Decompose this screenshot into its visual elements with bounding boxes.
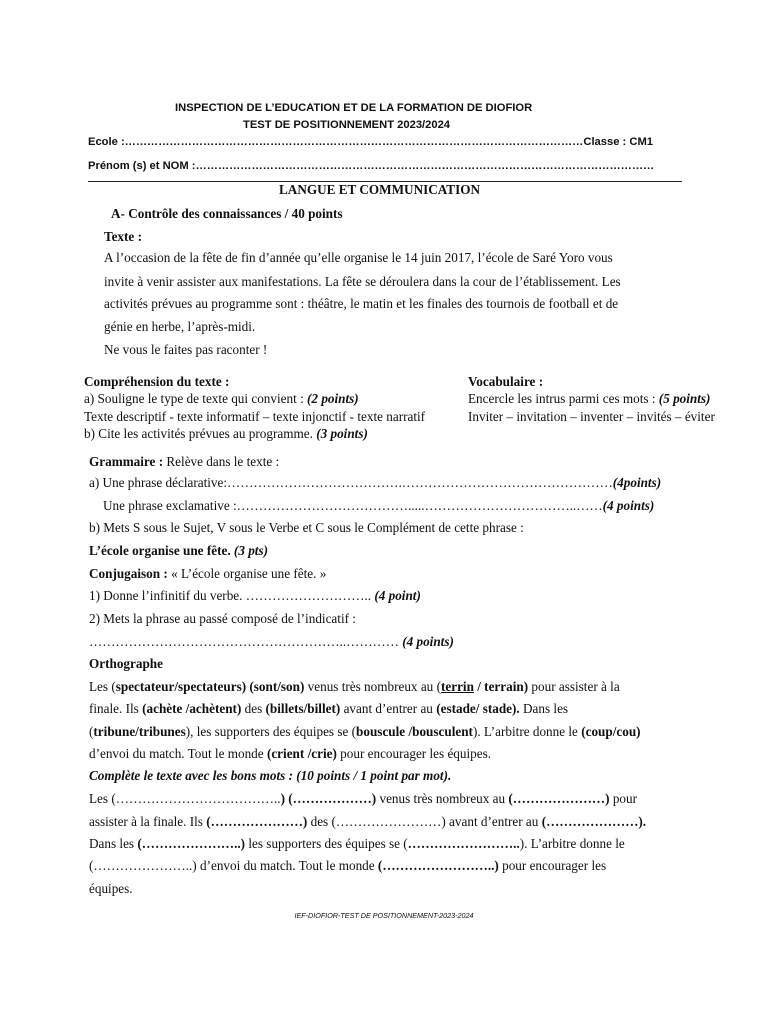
conjugaison-answer: …………………………………………………..………… (4 points) <box>89 634 454 649</box>
header-inspection: INSPECTION DE L’EDUCATION ET DE LA FORMATION DE DIOFIOR <box>175 102 533 114</box>
texte-line-4: génie en herbe, l’après-midi. <box>104 319 256 334</box>
grammaire-title: Grammaire : Relève dans le texte : <box>89 454 280 469</box>
grammaire-exclamative: Une phrase exclamative :………………………………….....……………………………..……(4 points) <box>103 498 655 513</box>
grammaire-sentence: L’école organise une fête. (3 pts) <box>89 543 268 558</box>
conjugaison-q1: 1) Donne l’infinitif du verbe. ……………………….. (4 point) <box>89 588 421 603</box>
complete-line-4: (…………………..) d’envoi du match. Tout le monde (……………………..) pour encourager les <box>89 858 607 873</box>
orthographe-line-1: Les (spectateur/spectateurs) (sont/son) venus très nombreux au (terrin / terrain) pour assister à la <box>89 679 620 694</box>
vocabulaire-words: Inviter – invitation – inventer – invités – éviter <box>468 409 715 424</box>
comprehension-types: Texte descriptif - texte informatif – texte injonctif - texte narratif <box>84 409 426 424</box>
comprehension-q-a: a) Souligne le type de texte qui convient : (2 points) <box>84 391 359 406</box>
ecole-field: Ecole :……………………………………………………………………………………………………………Classe : CM1 <box>88 136 654 148</box>
conjugaison-title: Conjugaison : « L’école organise une fête. » <box>89 566 327 581</box>
texte-line-3: activités prévues au programme sont : théâtre, le matin et les finales des tournois de football et de <box>104 296 619 311</box>
conjugaison-q2: 2) Mets la phrase au passé composé de l’indicatif : <box>89 611 356 626</box>
comprehension-title: Compréhension du texte : <box>84 374 230 389</box>
complete-line-3: Dans les (…………………..) les supporters des équipes se (……………………..). L’arbitre donne le <box>89 836 625 851</box>
grammaire-q-b: b) Mets S sous le Sujet, V sous le Verbe et C sous le Complément de cette phrase : <box>89 520 524 535</box>
orthographe-line-4: d’envoi du match. Tout le monde (crient /crie) pour encourager les équipes. <box>89 746 492 761</box>
section-title: LANGUE ET COMMUNICATION <box>279 182 480 197</box>
complete-line-5: équipes. <box>89 881 133 896</box>
complete-line-1: Les (………………………………..) (………………) venus très nombreux au (…………………) pour <box>89 791 637 806</box>
texte-line-1: A l’occasion de la fête de fin d’année qu’elle organise le 14 juin 2017, l’école de Saré Yoro vous <box>104 250 613 265</box>
texte-line-2: invite à venir assister aux manifestations. La fête se déroulera dans la cour de l’établissement. Les <box>104 274 621 289</box>
orthographe-line-2: finale. Ils (achète /achètent) des (billets/billet) avant d’entrer au (estade/ stade). Dans les <box>89 701 569 716</box>
orthographe-title: Orthographe <box>89 656 163 671</box>
orthographe-line-3: (tribune/tribunes), les supporters des équipes se (bouscule /bousculent). L’arbitre donne le (coup/cou) <box>89 724 641 739</box>
name-field: Prénom (s) et NOM :…………………………………………………………………………………………………………… <box>88 160 655 172</box>
texte-label: Texte : <box>104 229 142 244</box>
vocabulaire-instruction: Encercle les intrus parmi ces mots : (5 points) <box>468 391 711 406</box>
complete-line-2: assister à la finale. Ils (…………………) des (……………………) avant d’entrer au (…………………). <box>89 814 647 829</box>
grammaire-declarative: a) Une phrase déclarative:………………………………….…………………………………………(4points) <box>89 475 662 490</box>
header-test-title: TEST DE POSITIONNEMENT 2023/2024 <box>243 119 451 131</box>
complete-instruction: Complète le texte avec les bons mots : (10 points / 1 point par mot). <box>89 768 452 783</box>
section-a-title: A- Contrôle des connaissances / 40 points <box>111 206 343 221</box>
vocabulaire-title: Vocabulaire : <box>468 374 544 389</box>
page-footer: IEF-DIOFIOR-TEST DE POSITIONNEMENT-2023-2024 <box>294 911 474 920</box>
comprehension-q-b: b) Cite les activités prévues au programme. (3 points) <box>84 426 368 441</box>
texte-line-5: Ne vous le faites pas raconter ! <box>104 342 268 357</box>
